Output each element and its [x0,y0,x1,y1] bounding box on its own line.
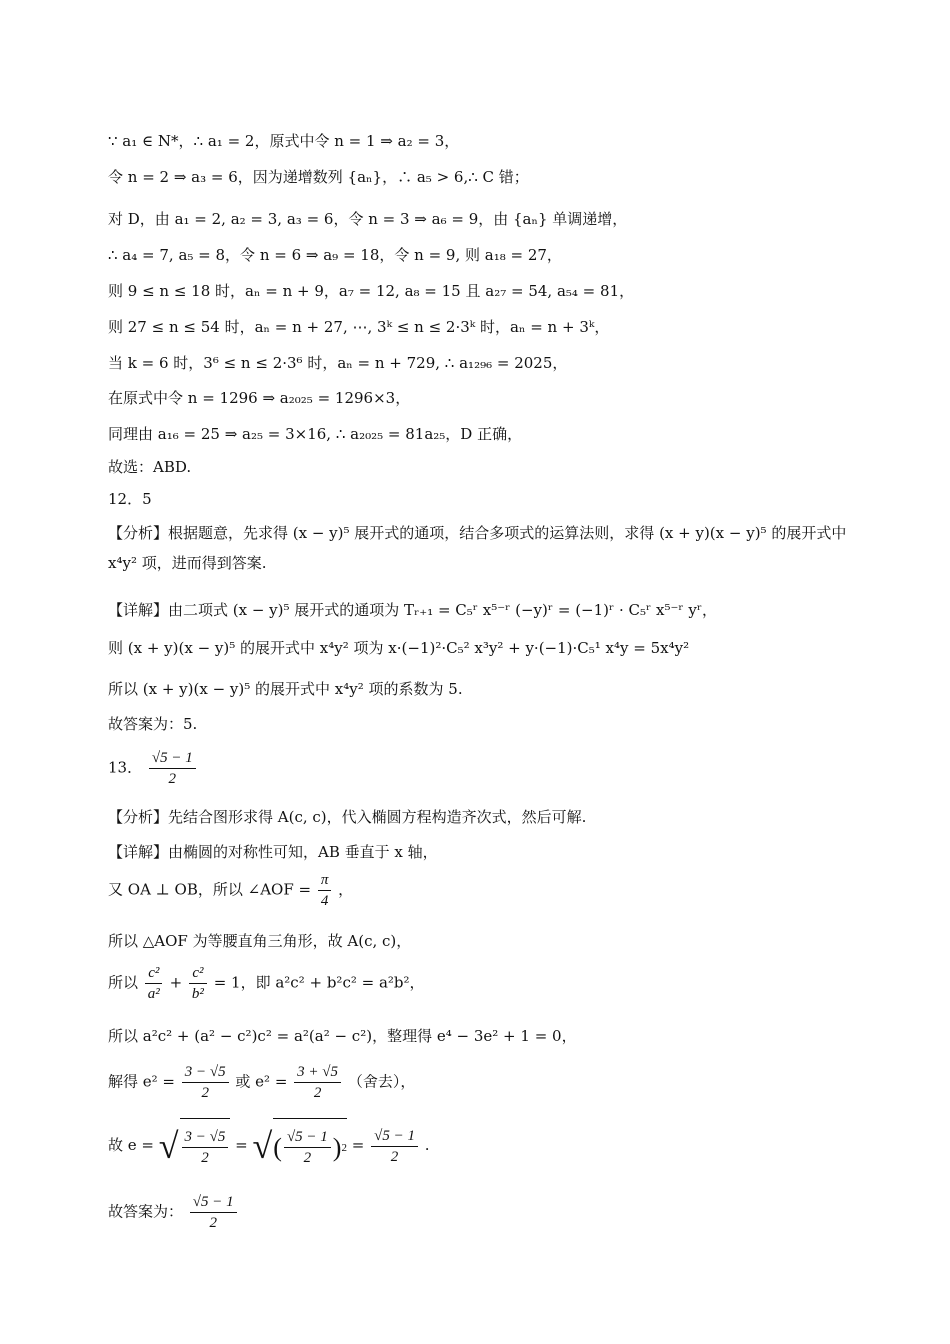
text-line: 令 n = 2 ⇒ a₃ = 6，因为递增数列 {aₙ}，∴ a₅ > 6,∴ C 错； [108,168,529,186]
text-line: 在原式中令 n = 1296 ⇒ a₂₀₂₅ = 1296×3， [108,389,411,407]
fraction: $\frac{\text{c²}}{\text{b²}}$ [189,963,207,1004]
fraction: $\frac{√5 - 1}{2}$ [149,748,196,789]
text-line: ∵ a₁ ∈ N*，∴ a₁ = 2，原式中令 n = 1 ⇒ a₂ = 3， [108,132,460,150]
text-line: 则 9 ≤ n ≤ 18 时，aₙ = n + 9，a₇ = 12, a₈ = 15 且 a₂₇ = 54, a₅₄ = 81， [108,282,635,300]
text-line: 则 27 ≤ n ≤ 54 时，aₙ = n + 27, ⋯, 3ᵏ ≤ n ≤ 2·3ᵏ 时，aₙ = n + 3ᵏ， [108,318,610,336]
text-line: 又 OA ⊥ OB，所以 ∠AOF = $\frac{\pi}{4}$ ， [108,872,354,909]
text-line: 所以 $\frac{\text{c²}}{\text{a²}}$ + $\frac{\text{c²}}{\text{b²}}$ = 1，即 a²c² + b²c² = a²b²， [108,965,425,1002]
text-line: 同理由 a₁₆ = 25 ⇒ a₂₅ = 3×16, ∴ a₂₀₂₅ = 81a₂₅，D 正确， [108,425,523,443]
text-line: 故选：ABD. [108,458,192,476]
analysis-line: 【分析】先结合图形求得 A(c, c)，代入椭圆方程构造齐次式，然后可解. [108,808,587,826]
square-root: √ ( $\frac{√5 - 1}{2}$ ) 2 [253,1118,347,1174]
fraction: $\frac{\text{c²}}{\text{a²}}$ [145,963,163,1004]
text-line: 对 D，由 a₁ = 2, a₂ = 3, a₃ = 6，令 n = 3 ⇒ a₆ = 9，由 {aₙ} 单调递增， [108,210,628,228]
fraction: $\frac{3 - √5}{2}$ [182,1062,229,1103]
text-line: 所以 a²c² + (a² − c²)c² = a²(a² − c²)，整理得 e⁴ − 3e² + 1 = 0， [108,1027,577,1045]
text-line: 当 k = 6 时，3⁶ ≤ n ≤ 2·3⁶ 时，aₙ = n + 729, ∴ a₁₂₉₆ = 2025， [108,354,568,372]
square-root: √ $\frac{3 - √5}{2}$ [159,1118,231,1174]
fraction: $\frac{√5 - 1}{2}$ [190,1192,237,1233]
text-line: 则 (x + y)(x − y)⁵ 的展开式中 x⁴y² 项为 x·(−1)²·C₅² x³y² + y·(−1)·C₅¹ x⁴y = 5x⁴y² [108,639,690,657]
fraction: $\frac{√5 - 1}{2}$ [371,1126,418,1167]
text-line: 所以 △AOF 为等腰直角三角形，故 A(c, c)， [108,932,412,950]
analysis-paragraph: 【分析】根据题意，先求得 (x − y)⁵ 展开式的通项，结合多项式的运算法则，求得 (x + y)(x − y)⁵ 的展开式中 x⁴y² 项，进而得到答案. [108,524,847,572]
final-answer: 故答案为： $\frac{√5 - 1}{2}$ [108,1192,854,1233]
text-line: 所以 (x + y)(x − y)⁵ 的展开式中 x⁴y² 项的系数为 5. [108,680,463,698]
question-number-13: 13． $\frac{√5 - 1}{2}$ [108,748,854,789]
fraction: $\frac{√5 - 1}{2}$ [284,1127,331,1168]
fraction: $\frac{\pi}{4}$ [318,870,332,911]
text-line: ∴ a₄ = 7, a₅ = 8，令 n = 6 ⇒ a₉ = 18，令 n = 9, 则 a₁₈ = 27， [108,246,562,264]
text-line: 故 e = √ $\frac{3 - √5}{2}$ = √ ( $\frac{√5 - 1}{2}$ ) 2 = $\frac{√5 - 1}{2}$ . [108,1118,854,1174]
detail-line: 【详解】由二项式 (x − y)⁵ 展开式的通项为 Tᵣ₊₁ = C₅ʳ x⁵⁻ʳ (−y)ʳ = (−1)ʳ · C₅ʳ x⁵⁻ʳ yʳ， [108,601,718,619]
fraction: $\frac{3 + √5}{2}$ [294,1062,341,1103]
text-line: 解得 e² = $\frac{3 - √5}{2}$ 或 e² = $\frac{3 + √5}{2}$ （舍去）， [108,1064,416,1101]
fraction: $\frac{3 - √5}{2}$ [182,1127,229,1168]
question-number: 12．5 [108,490,152,508]
text-line: 故答案为：5. [108,715,198,733]
detail-line: 【详解】由椭圆的对称性可知，AB 垂直于 x 轴， [108,843,438,861]
